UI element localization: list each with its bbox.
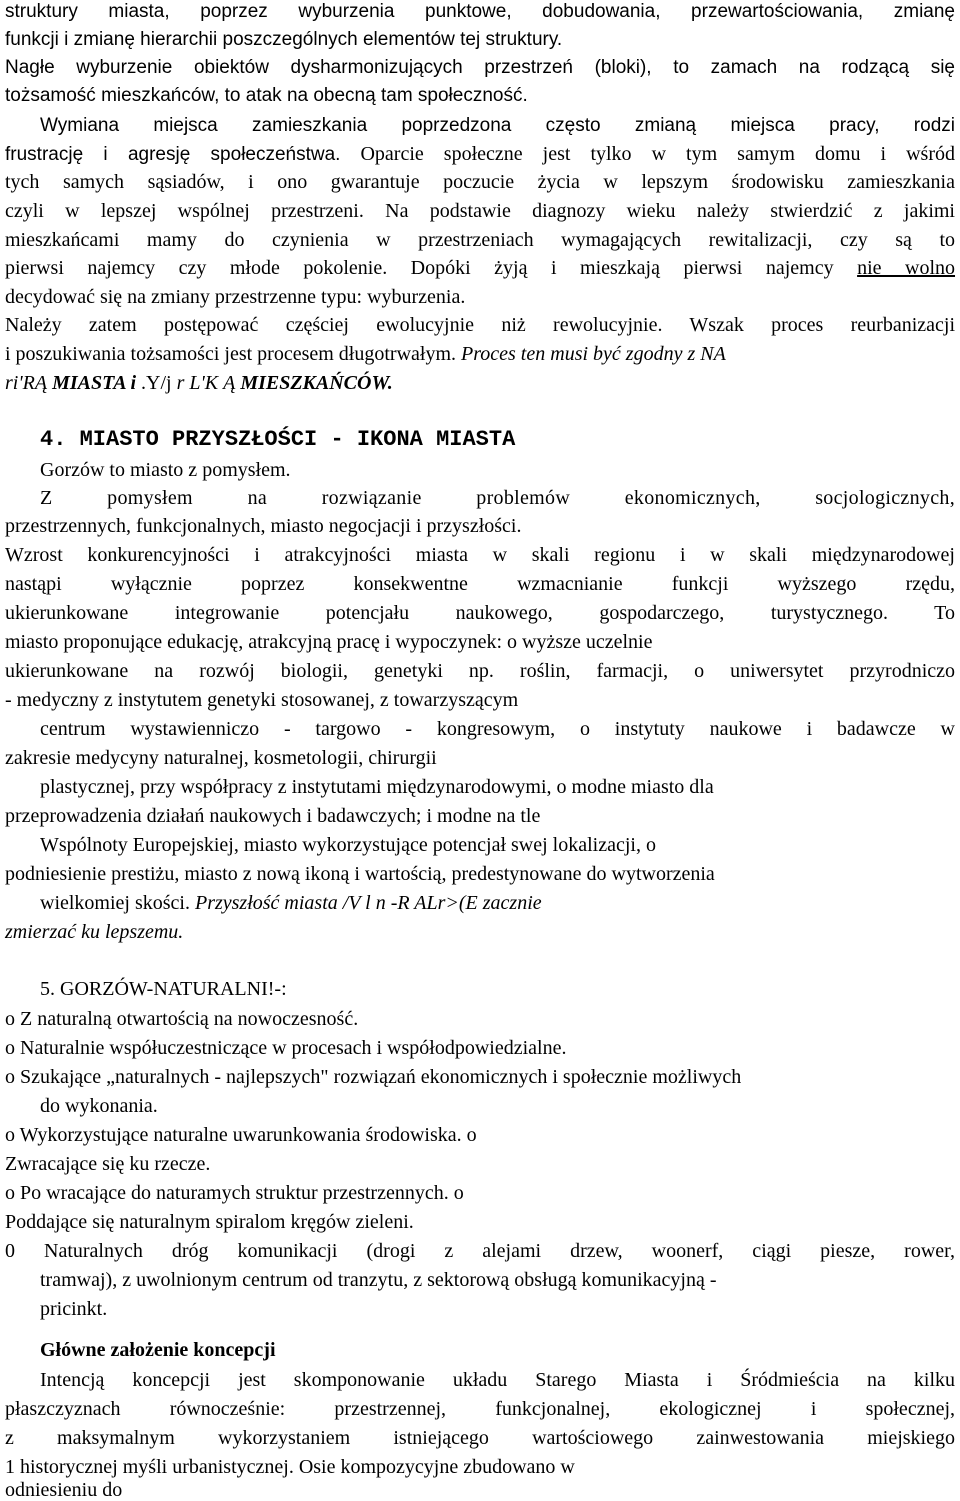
- italic-text: Proces ten musi być zgodny z NA: [461, 343, 726, 365]
- text-line: - medyczny z instytutem genetyki stosowanej, z towarzyszącym: [5, 689, 519, 711]
- text-line: z maksymalnym wykorzystaniem istniejącego wartościowego zainwestowania miejskiego: [5, 1427, 955, 1449]
- text-line: płaszczyznach równocześnie: przestrzennej, funkcjonalnej, ekologicznej i społecznej,: [5, 1398, 955, 1420]
- text-line: [40, 889, 542, 918]
- text-line: tych samych sąsiadów, i ono gwarantuje poczucie życia w lepszym środowisku zamieszkania: [5, 171, 955, 193]
- text-line: mieszkańcami mamy do czynienia w przestrzeniach wymagających rewitalizacji, czy są to: [5, 229, 955, 251]
- text-line: miasto proponujące edukację, atrakcyjną pracę i wypoczynek: o wyższe uczelnie: [5, 631, 653, 653]
- list-item: o Wykorzystujące naturalne uwarunkowania środowiska. o: [5, 1124, 477, 1146]
- text-line: Wymiana miejsca zamieszkania poprzedzona często zmianą miejsca pracy, rodzi: [40, 115, 955, 136]
- list-item-continuation: pricinkt.: [40, 1298, 108, 1320]
- text-line: Wzrost konkurencyjności i atrakcyjności miasta w skali regionu i w skali międzynarodowej: [5, 544, 955, 566]
- text-line: struktury miasta, poprzez wyburzenia punktowe, dobudowania, przewartościowania, zmianę: [5, 1, 955, 22]
- underlined-text: nie wolno: [857, 257, 956, 279]
- list-item: o Szukające „naturalnych - najlepszych" rozwiązań ekonomicznych i społecznie możliwych: [5, 1066, 742, 1088]
- text-line: Wspólnoty Europejskiej, miasto wykorzystujące potencjał swej lokalizacji, o: [40, 834, 656, 856]
- text-span: Oparcie społeczne jest tylko w tym samym domu i wśród: [340, 143, 955, 165]
- text-line: przeprowadzenia działań naukowych i badawczych; i modne na tle: [5, 805, 541, 827]
- text-line: Gorzów to miasto z pomysłem.: [40, 459, 291, 481]
- text-line: plastycznej, przy współpracy z instytutami międzynarodowymi, o modne miasto dla: [40, 776, 714, 798]
- list-item: o Z naturalną otwartością na nowoczesność.: [5, 1008, 359, 1030]
- text-span: i poszukiwania tożsamości jest procesem długotrwałym.: [5, 343, 462, 365]
- text-span: .Y/j: [136, 372, 177, 394]
- list-item-continuation: tramwaj), z uwolnionym centrum od tranzytu, z sektorową obsługą komunikacyjną -: [40, 1269, 717, 1291]
- italic-text: r L'K Ą: [176, 372, 241, 394]
- text-line: centrum wystawienniczo - targowo - kongresowym, o instytuty naukowe i badawcze w: [40, 718, 955, 740]
- list-item: o Naturalnie współuczestniczące w procesach i współodpowiedzialne.: [5, 1037, 567, 1059]
- text-line: Z pomysłem na rozwiązanie problemów ekonomicznych, socjologicznych,: [40, 487, 955, 509]
- text-line: [5, 369, 393, 398]
- text-line: podniesienie prestiżu, miasto z nową ikoną i wartością, predestynowane do wytworzenia: [5, 863, 715, 885]
- list-item-continuation: Zwracające się ku rzecze.: [5, 1153, 211, 1175]
- text-line: Intencją koncepcji jest skomponowanie układu Starego Miasta i Śródmieścia na kilku: [40, 1369, 955, 1391]
- text-line: odniesieniu do: [5, 1479, 123, 1501]
- text-line: [5, 140, 955, 170]
- text-line: decydować się na zmiany przestrzenne typu: wyburzenia.: [5, 286, 466, 308]
- text-line: ukierunkowane integrowanie potencjału naukowego, gospodarczego, turystycznego. To: [5, 602, 955, 624]
- list-item-continuation: Poddające się naturalnym spiralom kręgów zieleni.: [5, 1211, 414, 1233]
- text-line: tożsamość mieszkańców, to atak na obecną tam społeczność.: [5, 85, 528, 106]
- text-line: [5, 254, 955, 283]
- text-line: Nagłe wyburzenie obiektów dysharmonizujących przestrzeń (bloki), to zamach na rodzącą się: [5, 57, 955, 78]
- text-line: Należy zatem postępować częściej ewolucyjnie niż rewolucyjnie. Wszak proces reurbanizacji: [5, 314, 955, 336]
- italic-text: ri'RĄ: [5, 372, 53, 394]
- text-span: frustrację i agresję społeczeństwa.: [5, 144, 341, 165]
- section-heading: 4. MIASTO PRZYSZŁOŚCI - IKONA MIASTA: [40, 427, 516, 452]
- italic-text: Przyszłość miasta /V l n -R ALr>(E zacznie: [194, 892, 542, 914]
- text-line: funkcji i zmianę hierarchii poszczególnych elementów tej struktury.: [5, 29, 563, 50]
- list-item-continuation: do wykonania.: [40, 1095, 158, 1117]
- concept-heading: Główne założenie koncepcji: [40, 1339, 276, 1361]
- bold-italic-text: MIASTA i: [52, 372, 136, 394]
- text-line: czyli w lepszej wspólnej przestrzeni. Na podstawie diagnozy wieku należy stwierdzić z jakimi: [5, 200, 955, 222]
- text-line: nastąpi wyłącznie poprzez konsekwentne wzmacnianie funkcji wyższego rzędu,: [5, 573, 955, 595]
- text-line: zakresie medycyny naturalnej, kosmetologii, chirurgii: [5, 747, 437, 769]
- text-line: przestrzennych, funkcjonalnych, miasto negocjacji i przyszłości.: [5, 515, 522, 537]
- text-span: pierwsi najemcy czy młode pokolenie. Dopóki żyją i mieszkają pierwsi najemcy: [5, 257, 858, 279]
- text-line: [5, 340, 726, 369]
- text-span: wielkomiej skości.: [40, 892, 195, 914]
- list-item: 0 Naturalnych dróg komunikacji (drogi z alejami drzew, woonerf, ciągi piesze, rower,: [5, 1240, 955, 1262]
- bold-italic-text: MIESZKAŃCÓW.: [240, 372, 393, 394]
- list-item: o Po wracające do naturamych struktur przestrzennych. o: [5, 1182, 464, 1204]
- text-line: ukierunkowane na rozwój biologii, genetyki np. roślin, farmacji, o uniwersytet przyrodniczo: [5, 660, 955, 682]
- text-line: 1 historycznej myśli urbanistycznej. Osie kompozycyjne zbudowano w: [5, 1456, 575, 1478]
- text-line: zmierzać ku lepszemu.: [5, 921, 184, 943]
- section-heading: 5. GORZÓW-NATURALNI!-:: [40, 978, 287, 1000]
